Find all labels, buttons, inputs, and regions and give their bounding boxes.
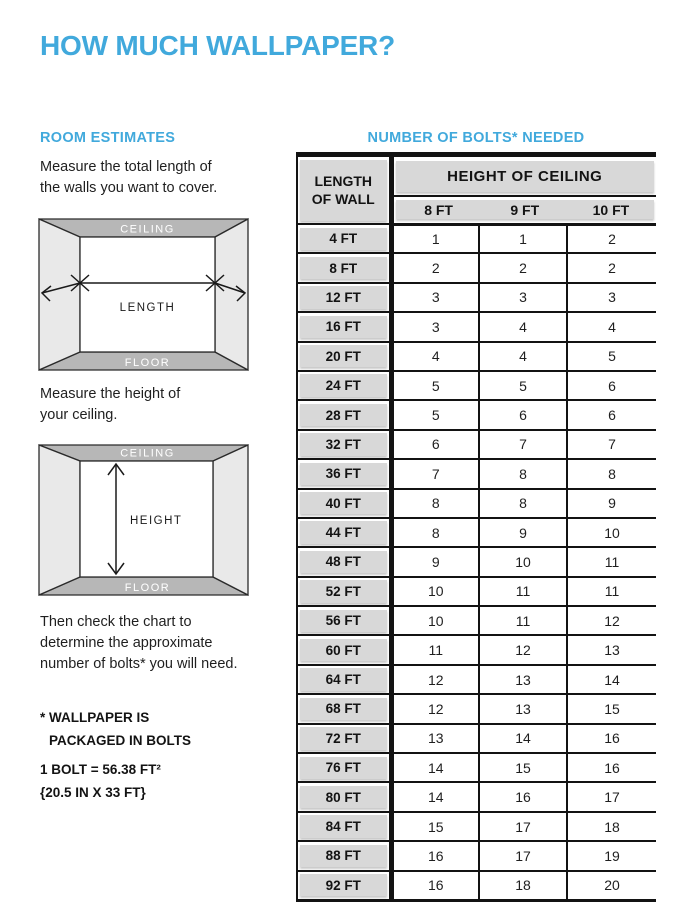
instruction-measure-height — [40, 384, 180, 426]
bolt-count-cell: 10 — [479, 547, 567, 576]
wall-length-cell — [297, 459, 391, 488]
wall-length-cell — [297, 224, 391, 253]
wall-length-cell — [297, 871, 391, 901]
wall-length-cell — [297, 665, 391, 694]
bolt-count-cell: 13 — [479, 665, 567, 694]
length-of-wall-header-box — [300, 160, 387, 221]
footnote-line: * WALLPAPER IS — [40, 710, 150, 725]
page-title: HOW MUCH WALLPAPER? — [40, 30, 395, 61]
ceiling-label: CEILING — [120, 447, 175, 460]
floor-label: FLOOR — [124, 582, 171, 594]
bolt-count-cell: 2 — [391, 253, 479, 282]
bolt-count-cell: 1 — [479, 224, 567, 253]
bolt-count-cell: 8 — [391, 518, 479, 547]
height-label: HEIGHT — [130, 515, 183, 527]
bolt-count-cell: 10 — [391, 606, 479, 635]
ceiling-height-8ft: 8 FT — [424, 201, 453, 218]
bolt-count-cell: 17 — [479, 812, 567, 841]
length-of-wall-header — [297, 155, 391, 225]
table-row — [297, 665, 656, 694]
wall-length-box: 48 FT — [300, 551, 387, 573]
wall-length-box: 56 FT — [300, 610, 387, 632]
wall-length-box: 84 FT — [300, 815, 387, 837]
instruction-line: number of bolts* you will need. — [40, 656, 238, 672]
bolt-count-cell: 5 — [391, 371, 479, 400]
bolt-count-cell: 8 — [479, 489, 567, 518]
wall-length-cell — [297, 724, 391, 753]
bolt-count-cell: 14 — [567, 665, 656, 694]
bolts-table-body — [297, 224, 656, 900]
header-line: LENGTH — [314, 173, 373, 189]
wall-length-cell — [297, 606, 391, 635]
table-row — [297, 518, 656, 547]
bolt-count-cell: 5 — [391, 400, 479, 429]
instruction-line: determine the approximate — [40, 635, 213, 651]
left-wall — [39, 219, 80, 370]
wall-length-cell — [297, 430, 391, 459]
bolt-count-cell: 3 — [567, 283, 656, 312]
footnote-bolt-size — [40, 758, 161, 804]
header-line: OF WALL — [311, 191, 375, 207]
bolt-count-cell: 14 — [479, 724, 567, 753]
bolts-table-container — [296, 152, 656, 902]
bolt-count-cell: 3 — [479, 283, 567, 312]
bolt-count-cell: 13 — [567, 635, 656, 664]
bolt-count-cell: 15 — [567, 694, 656, 723]
instruction-line: Measure the height of — [40, 386, 181, 402]
wall-length-box: 32 FT — [300, 433, 387, 455]
bolt-count-cell: 16 — [391, 871, 479, 901]
bolt-count-cell: 6 — [391, 430, 479, 459]
bolt-count-cell: 7 — [567, 430, 656, 459]
table-row — [297, 459, 656, 488]
bolt-count-cell: 6 — [567, 400, 656, 429]
bolt-count-cell: 16 — [391, 841, 479, 870]
bolt-count-cell: 4 — [479, 342, 567, 371]
bolt-count-cell: 7 — [391, 459, 479, 488]
bolt-count-cell: 11 — [391, 635, 479, 664]
wall-length-box: 24 FT — [300, 374, 387, 396]
ceiling-height-9ft: 9 FT — [510, 201, 540, 218]
table-row — [297, 782, 656, 811]
bolt-count-cell: 6 — [567, 371, 656, 400]
wall-length-box: 60 FT — [300, 639, 387, 661]
wall-length-box: 64 FT — [300, 668, 387, 690]
bolt-count-cell: 14 — [391, 782, 479, 811]
bolt-count-cell: 16 — [479, 782, 567, 811]
bolt-count-cell: 8 — [391, 489, 479, 518]
wall-length-box: 72 FT — [300, 727, 387, 749]
bolt-count-cell: 12 — [391, 694, 479, 723]
bolt-count-cell: 3 — [391, 283, 479, 312]
wall-length-cell — [297, 253, 391, 282]
wall-length-box: 12 FT — [300, 286, 387, 308]
bolt-count-cell: 11 — [567, 577, 656, 606]
height-of-ceiling-header-box: HEIGHT OF CEILING — [396, 161, 655, 193]
table-row — [297, 430, 656, 459]
back-wall — [80, 237, 215, 352]
bolt-count-cell: 6 — [479, 400, 567, 429]
bolt-count-cell: 12 — [567, 606, 656, 635]
bolts-needed-heading: NUMBER OF BOLTS* NEEDED — [367, 130, 585, 146]
table-header — [297, 155, 656, 225]
table-row — [297, 489, 656, 518]
wall-length-box: 36 FT — [300, 463, 387, 485]
left-wall — [39, 445, 80, 595]
bolt-count-cell: 19 — [567, 841, 656, 870]
bolt-count-cell: 5 — [567, 342, 656, 371]
table-row — [297, 577, 656, 606]
bolt-count-cell: 14 — [391, 753, 479, 782]
bolt-count-cell: 11 — [479, 606, 567, 635]
instruction-line: Measure the total length of — [40, 159, 212, 175]
wall-length-box: 88 FT — [300, 845, 387, 867]
bolt-count-cell: 4 — [479, 312, 567, 341]
bolt-count-cell: 18 — [479, 871, 567, 901]
bolt-count-cell: 4 — [567, 312, 656, 341]
ceiling-heights-row — [396, 200, 655, 220]
bolt-count-cell: 9 — [479, 518, 567, 547]
wall-length-cell — [297, 812, 391, 841]
wall-length-box: 4 FT — [300, 228, 387, 250]
wall-length-cell — [297, 694, 391, 723]
bolt-count-cell: 2 — [479, 253, 567, 282]
bolt-count-cell: 20 — [567, 871, 656, 901]
table-row — [297, 606, 656, 635]
ceiling-heights-header — [391, 196, 656, 224]
bolt-count-cell: 8 — [567, 459, 656, 488]
table-row — [297, 635, 656, 664]
table-row — [297, 694, 656, 723]
bolt-count-cell: 9 — [567, 489, 656, 518]
wall-length-cell — [297, 577, 391, 606]
bolt-count-cell: 17 — [479, 841, 567, 870]
bolt-count-cell: 11 — [567, 547, 656, 576]
bolt-count-cell: 16 — [567, 753, 656, 782]
wall-length-cell — [297, 312, 391, 341]
bolts-table — [296, 152, 656, 902]
wall-length-cell — [297, 635, 391, 664]
length-label: LENGTH — [119, 302, 176, 314]
room-height-diagram — [37, 443, 250, 597]
table-row — [297, 547, 656, 576]
wall-length-cell — [297, 518, 391, 547]
bolt-count-cell: 1 — [391, 224, 479, 253]
footnote-wallpaper-bolts — [40, 706, 191, 752]
wall-length-box: 8 FT — [300, 257, 387, 279]
wall-length-cell — [297, 547, 391, 576]
wall-length-cell — [297, 400, 391, 429]
height-of-ceiling-header — [391, 155, 656, 197]
ceiling-label: CEILING — [120, 223, 175, 236]
bolt-count-cell: 11 — [479, 577, 567, 606]
footnote-line: 1 BOLT = 56.38 FT² — [40, 762, 161, 777]
room-estimates-heading: ROOM ESTIMATES — [40, 130, 176, 146]
wall-length-box: 20 FT — [300, 345, 387, 367]
table-row — [297, 841, 656, 870]
wall-length-cell — [297, 841, 391, 870]
table-row — [297, 753, 656, 782]
table-row — [297, 812, 656, 841]
instruction-measure-length — [40, 157, 217, 199]
bolt-count-cell: 16 — [567, 724, 656, 753]
instruction-line: Then check the chart to — [40, 614, 192, 630]
bolt-count-cell: 12 — [391, 665, 479, 694]
ceiling-height-10ft: 10 FT — [592, 201, 630, 218]
wall-length-box: 16 FT — [300, 316, 387, 338]
bolt-count-cell: 3 — [391, 312, 479, 341]
wall-length-box: 52 FT — [300, 580, 387, 602]
bolt-count-cell: 5 — [479, 371, 567, 400]
wall-length-cell — [297, 489, 391, 518]
wall-length-box: 44 FT — [300, 521, 387, 543]
table-row — [297, 283, 656, 312]
instruction-line: your ceiling. — [40, 407, 118, 423]
bolt-count-cell: 7 — [479, 430, 567, 459]
wall-length-box: 28 FT — [300, 404, 387, 426]
wall-length-box: 92 FT — [300, 874, 387, 896]
table-row — [297, 312, 656, 341]
ceiling-heights-header-box — [396, 200, 655, 220]
table-row — [297, 724, 656, 753]
bolt-count-cell: 10 — [567, 518, 656, 547]
wall-length-cell — [297, 371, 391, 400]
table-row — [297, 871, 656, 901]
bolt-count-cell: 15 — [391, 812, 479, 841]
bolt-count-cell: 10 — [391, 577, 479, 606]
bolt-count-cell: 2 — [567, 224, 656, 253]
wall-length-box: 76 FT — [300, 757, 387, 779]
bolt-count-cell: 9 — [391, 547, 479, 576]
floor-label: FLOOR — [124, 357, 171, 369]
bolt-count-cell: 17 — [567, 782, 656, 811]
bolt-count-cell: 18 — [567, 812, 656, 841]
wall-length-cell — [297, 342, 391, 371]
wall-length-cell — [297, 283, 391, 312]
wall-length-box: 40 FT — [300, 492, 387, 514]
bolt-count-cell: 13 — [479, 694, 567, 723]
bolt-count-cell: 8 — [479, 459, 567, 488]
wall-length-cell — [297, 753, 391, 782]
wall-length-box: 68 FT — [300, 698, 387, 720]
bolt-count-cell: 4 — [391, 342, 479, 371]
instruction-line: the walls you want to cover. — [40, 180, 218, 196]
bolt-count-cell: 13 — [391, 724, 479, 753]
footnote-line: PACKAGED IN BOLTS — [49, 733, 192, 748]
table-row — [297, 371, 656, 400]
footnote-line: {20.5 IN X 33 FT} — [40, 785, 146, 800]
bolt-count-cell: 12 — [479, 635, 567, 664]
table-row — [297, 342, 656, 371]
wall-length-box: 80 FT — [300, 786, 387, 808]
bolt-count-cell: 15 — [479, 753, 567, 782]
table-row — [297, 400, 656, 429]
bolt-count-cell: 2 — [567, 253, 656, 282]
wall-length-cell — [297, 782, 391, 811]
table-row — [297, 224, 656, 253]
right-wall — [213, 445, 248, 595]
instruction-check-chart — [40, 612, 237, 675]
table-row — [297, 253, 656, 282]
room-length-diagram — [37, 217, 250, 372]
